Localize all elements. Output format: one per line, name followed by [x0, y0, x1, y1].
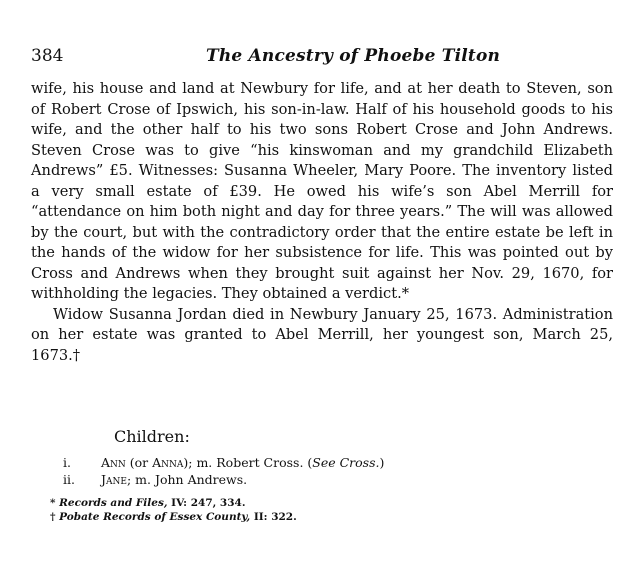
footnote-ref: IV: 247, 334.: [167, 497, 246, 509]
footnote: [50, 496, 610, 510]
child-number: ii.: [63, 472, 75, 487]
footnote-source: Pobate Records of Essex County,: [59, 511, 251, 523]
running-head: The Ancestry of Phoebe Tilton: [206, 46, 501, 66]
child-alt-name: Anna: [152, 455, 184, 470]
footnotes: [50, 496, 610, 524]
child-detail-end: ): [379, 455, 385, 470]
child-detail: ; m. John Andrews.: [126, 472, 248, 487]
footnote-mark: †: [50, 511, 56, 523]
child-name: Jane: [101, 472, 127, 487]
child-alt-prefix: (or: [125, 455, 153, 470]
paragraph-will: wife, his house and land at Newbury for life, and at her death to Steven, son of Robert Crose of Ipswich, his son-in-law. Half of his household goods to his wife, and the other half to his two sons Robert Crose and John Andrews. Steven Crose was to give “his kinswoman and my grandchild Elizabeth Andrews” £5. Witnesses: Susanna Wheeler, Mary Poore. The inventory listed a very small estate of £39. He owed his wife’s son Abel Merrill for “attendance on him both night and day for three years.” The will was allowed by the court, but with the contradictory order that the entire estate be left in the hands of the widow for her subsistence for life. This was pointed out by Cross and Andrews when they brought suit against her Nov. 29, 1670, for withholding the legacies. They obtained a verdict.*: [31, 80, 613, 302]
children-heading: Children:: [114, 427, 190, 446]
child-name: Ann: [101, 455, 126, 470]
child-number: i.: [63, 455, 71, 470]
child-entry: [101, 471, 247, 488]
page-header: [31, 44, 611, 68]
page-number: 384: [31, 46, 64, 66]
footnote: [50, 510, 610, 524]
child-see-ref: See Cross.: [312, 455, 380, 470]
children-list: [63, 454, 603, 488]
footnote-source: Records and Files,: [59, 497, 168, 509]
child-item: [63, 454, 603, 471]
child-item: [63, 471, 603, 488]
footnote-ref: II: 322.: [250, 511, 297, 523]
paragraph-death: Widow Susanna Jordan died in Newbury January 25, 1673. Administration on her estate was granted to Abel Merrill, her youngest son, March 25, 1673.†: [31, 305, 613, 364]
body-text: [31, 79, 613, 366]
child-detail: ); m. Robert Cross. (: [183, 455, 313, 470]
footnote-mark: *: [50, 497, 56, 509]
child-entry: [101, 454, 384, 471]
